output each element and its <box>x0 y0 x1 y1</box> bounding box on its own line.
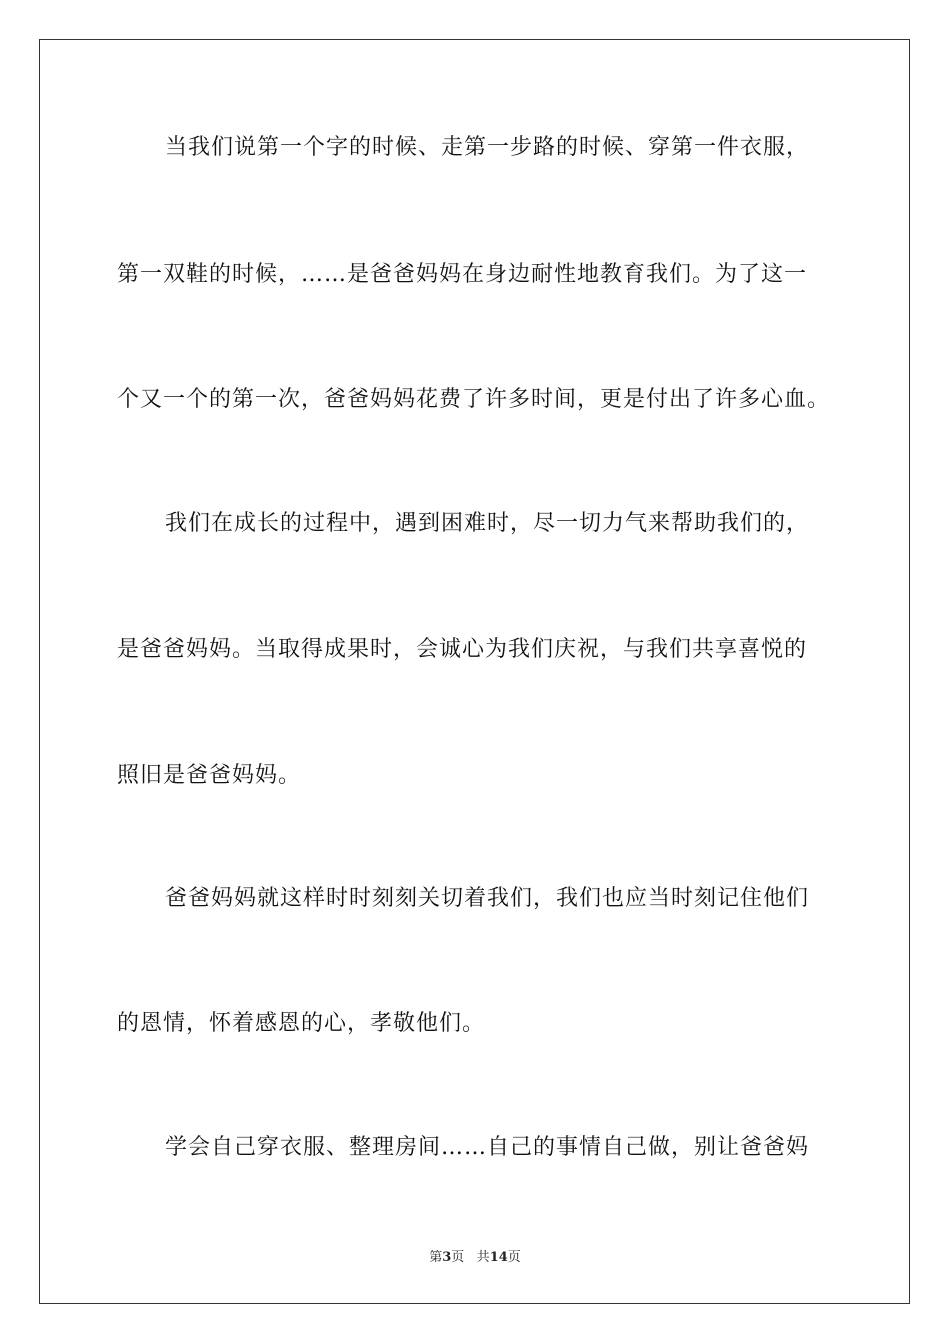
footer-current-page: 3 <box>442 1250 452 1265</box>
page-frame <box>39 39 910 1304</box>
paragraph-line-1: 当我们说第一个字的时候、走第一步路的时候、穿第一件衣服， <box>165 135 810 160</box>
paragraph-line-7: 爸爸妈妈就这样时时刻刻关切着我们，我们也应当时刻记住他们 <box>165 886 810 911</box>
paragraph-line-2: 第一双鞋的时候，……是爸爸妈妈在身边耐性地教育我们。为了这一 <box>117 262 808 287</box>
paragraph-line-8: 的恩情，怀着感恩的心，孝敬他们。 <box>117 1011 486 1036</box>
footer-page-suffix: 页 <box>451 1250 465 1265</box>
paragraph-line-5: 是爸爸妈妈。当取得成果时，会诚心为我们庆祝，与我们共享喜悦的 <box>117 637 808 662</box>
page-footer <box>0 1246 950 1265</box>
footer-total-pages: 14 <box>489 1250 508 1265</box>
paragraph-line-6: 照旧是爸爸妈妈。 <box>117 763 302 788</box>
paragraph-line-9: 学会自己穿衣服、整理房间……自己的事情自己做，别让爸爸妈 <box>165 1135 810 1160</box>
paragraph-line-3: 个又一个的第一次，爸爸妈妈花费了许多时间，更是付出了许多心血。 <box>117 387 831 412</box>
footer-total-suffix: 页 <box>507 1250 521 1265</box>
paragraph-line-4: 我们在成长的过程中，遇到困难时，尽一切力气来帮助我们的， <box>165 511 810 536</box>
footer-total-prefix: 共 <box>476 1250 490 1265</box>
footer-page-prefix: 第 <box>429 1250 443 1265</box>
